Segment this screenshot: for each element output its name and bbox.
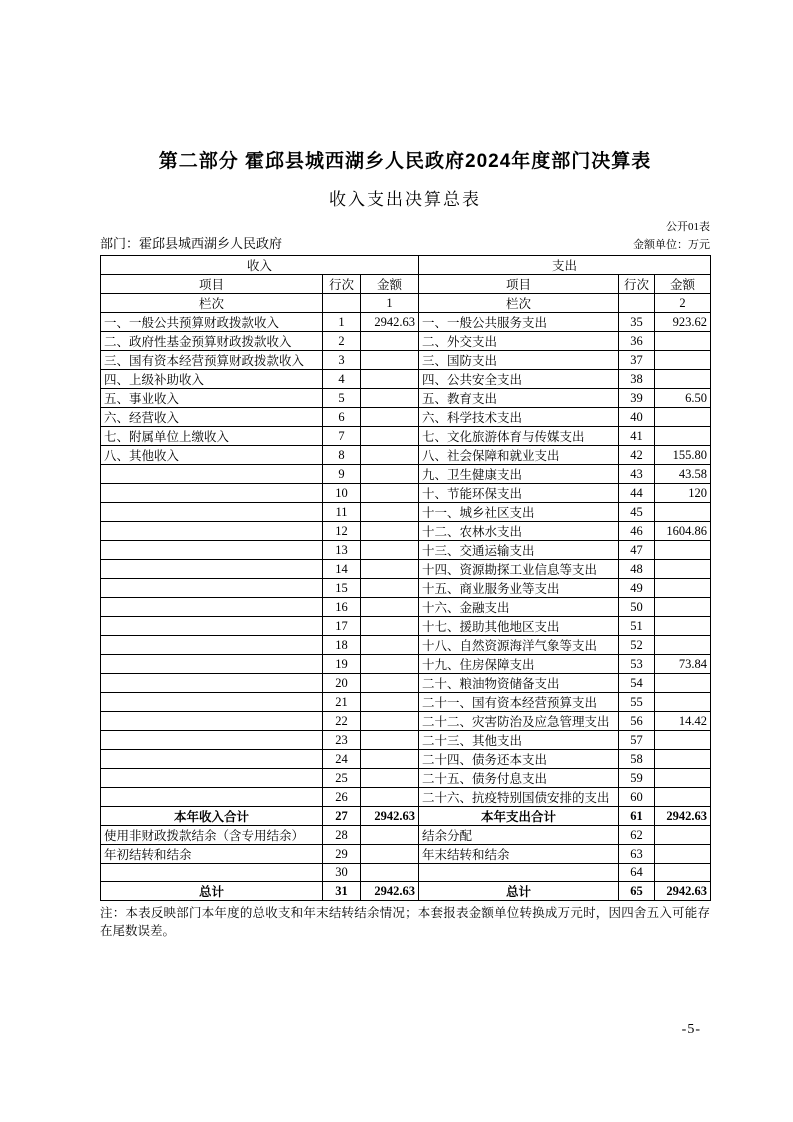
income-line-header: 行次: [323, 275, 361, 294]
expense-item-cell: 十八、自然资源海洋气象等支出: [419, 636, 619, 655]
income-line-cell: 19: [323, 655, 361, 674]
expense-item-cell: 十四、资源勘探工业信息等支出: [419, 560, 619, 579]
expense-amount-cell: [655, 427, 711, 446]
expense-item-cell: 十一、城乡社区支出: [419, 503, 619, 522]
expense-amount-cell: 2942.63: [655, 807, 711, 826]
expense-line-cell: 63: [619, 845, 655, 864]
income-line-cell: 21: [323, 693, 361, 712]
income-item-cell: 八、其他收入: [101, 446, 323, 465]
table-row: [101, 332, 711, 351]
expense-line-cell: 50: [619, 598, 655, 617]
income-line-cell: 20: [323, 674, 361, 693]
table-row: [101, 769, 711, 788]
table-row: [101, 655, 711, 674]
income-line-cell: 15: [323, 579, 361, 598]
income-amount-cell: [361, 731, 419, 750]
table-row: [101, 750, 711, 769]
table-row: [101, 674, 711, 693]
income-item-cell: 二、政府性基金预算财政拨款收入: [101, 332, 323, 351]
income-item-cell: [101, 503, 323, 522]
table-row: [101, 465, 711, 484]
expense-line-cell: 47: [619, 541, 655, 560]
table-row: [101, 807, 711, 826]
income-line-cell: 6: [323, 408, 361, 427]
income-item-cell: 六、经营收入: [101, 408, 323, 427]
income-amount-cell: [361, 826, 419, 845]
expense-index-spacer: [619, 294, 655, 313]
income-item-cell: 本年收入合计: [101, 807, 323, 826]
table-row: [101, 636, 711, 655]
table-row: [101, 484, 711, 503]
income-line-cell: 9: [323, 465, 361, 484]
income-item-cell: [101, 750, 323, 769]
expense-item-cell: 四、公共安全支出: [419, 370, 619, 389]
income-amount-cell: [361, 750, 419, 769]
expense-amount-cell: [655, 579, 711, 598]
income-index-spacer: [323, 294, 361, 313]
expense-amount-cell: [655, 351, 711, 370]
income-item-cell: [101, 712, 323, 731]
income-line-cell: 24: [323, 750, 361, 769]
expense-item-cell: 二十四、债务还本支出: [419, 750, 619, 769]
table-row: [101, 351, 711, 370]
table-row: [101, 522, 711, 541]
table-row: [101, 408, 711, 427]
table-row: [101, 370, 711, 389]
table-row: [101, 864, 711, 882]
table-code: 公开01表: [666, 221, 710, 233]
expense-amount-cell: [655, 370, 711, 389]
expense-item-cell: 十三、交通运输支出: [419, 541, 619, 560]
budget-table-body: [101, 313, 711, 901]
income-amount-cell: [361, 408, 419, 427]
income-amount-cell: [361, 465, 419, 484]
income-amount-cell: [361, 864, 419, 882]
income-line-cell: 12: [323, 522, 361, 541]
expense-item-cell: 十七、援助其他地区支出: [419, 617, 619, 636]
table-row: [101, 693, 711, 712]
income-amount-cell: [361, 617, 419, 636]
table-row: [101, 617, 711, 636]
income-section-header: 收入: [101, 256, 419, 275]
expense-line-cell: 51: [619, 617, 655, 636]
expense-line-cell: 39: [619, 389, 655, 408]
expense-amount-cell: 43.58: [655, 465, 711, 484]
income-amount-cell: [361, 845, 419, 864]
expense-section-header: 支出: [419, 256, 711, 275]
expense-amount-header: 金额: [655, 275, 711, 294]
income-amount-cell: [361, 674, 419, 693]
income-amount-cell: [361, 788, 419, 807]
expense-line-cell: 44: [619, 484, 655, 503]
income-amount-header: 金额: [361, 275, 419, 294]
expense-amount-cell: 120: [655, 484, 711, 503]
income-item-cell: 三、国有资本经营预算财政拨款收入: [101, 351, 323, 370]
income-amount-cell: [361, 560, 419, 579]
income-item-cell: [101, 693, 323, 712]
expense-amount-cell: [655, 769, 711, 788]
income-line-cell: 8: [323, 446, 361, 465]
expense-line-cell: 61: [619, 807, 655, 826]
income-line-cell: 30: [323, 864, 361, 882]
income-amount-cell: [361, 693, 419, 712]
expense-amount-cell: [655, 503, 711, 522]
expense-amount-cell: [655, 617, 711, 636]
income-amount-cell: [361, 541, 419, 560]
expense-line-cell: 36: [619, 332, 655, 351]
expense-item-cell: 二、外交支出: [419, 332, 619, 351]
income-item-cell: 年初结转和结余: [101, 845, 323, 864]
expense-item-cell: 十九、住房保障支出: [419, 655, 619, 674]
income-line-cell: 26: [323, 788, 361, 807]
expense-amount-cell: [655, 674, 711, 693]
document-title: 第二部分 霍邱县城西湖乡人民政府2024年度部门决算表: [158, 151, 652, 172]
expense-amount-cell: 155.80: [655, 446, 711, 465]
income-item-cell: 总计: [101, 882, 323, 901]
income-item-cell: [101, 769, 323, 788]
income-item-cell: [101, 484, 323, 503]
income-line-cell: 29: [323, 845, 361, 864]
expense-item-cell: 二十二、灾害防治及应急管理支出: [419, 712, 619, 731]
expense-amount-cell: [655, 826, 711, 845]
income-line-cell: 7: [323, 427, 361, 446]
income-line-cell: 25: [323, 769, 361, 788]
expense-line-cell: 53: [619, 655, 655, 674]
expense-amount-cell: [655, 864, 711, 882]
expense-item-cell: 总计: [419, 882, 619, 901]
expense-amount-cell: [655, 541, 711, 560]
income-line-cell: 18: [323, 636, 361, 655]
expense-line-cell: 43: [619, 465, 655, 484]
expense-amount-cell: [655, 408, 711, 427]
income-item-header: 项目: [101, 275, 323, 294]
table-row: [101, 598, 711, 617]
expense-amount-cell: 923.62: [655, 313, 711, 332]
expense-item-cell: 十二、农林水支出: [419, 522, 619, 541]
expense-amount-cell: [655, 750, 711, 769]
expense-item-cell: 二十一、国有资本经营预算支出: [419, 693, 619, 712]
income-item-cell: [101, 731, 323, 750]
income-amount-cell: [361, 769, 419, 788]
expense-item-cell: 三、国防支出: [419, 351, 619, 370]
income-line-cell: 27: [323, 807, 361, 826]
expense-line-cell: 59: [619, 769, 655, 788]
table-row: [101, 503, 711, 522]
meta-line: [100, 233, 710, 252]
expense-item-cell: 七、文化旅游体育与传媒支出: [419, 427, 619, 446]
expense-line-cell: 60: [619, 788, 655, 807]
expense-item-cell: 九、卫生健康支出: [419, 465, 619, 484]
income-amount-cell: [361, 484, 419, 503]
income-line-cell: 3: [323, 351, 361, 370]
expense-amount-cell: [655, 731, 711, 750]
expense-item-cell: 本年支出合计: [419, 807, 619, 826]
income-amount-cell: 2942.63: [361, 807, 419, 826]
table-row: [101, 313, 711, 332]
expense-amount-cell: [655, 598, 711, 617]
expense-item-cell: 二十、粮油物资储备支出: [419, 674, 619, 693]
expense-item-cell: 年末结转和结余: [419, 845, 619, 864]
income-item-cell: [101, 579, 323, 598]
income-item-cell: [101, 560, 323, 579]
expense-item-cell: 八、社会保障和就业支出: [419, 446, 619, 465]
expense-line-cell: 49: [619, 579, 655, 598]
expense-amount-cell: [655, 788, 711, 807]
income-amount-cell: 2942.63: [361, 313, 419, 332]
income-line-cell: 13: [323, 541, 361, 560]
expense-index-label: 栏次: [419, 294, 619, 313]
income-item-cell: [101, 522, 323, 541]
table-row: [101, 579, 711, 598]
expense-line-cell: 40: [619, 408, 655, 427]
expense-amount-cell: [655, 332, 711, 351]
table-row: [101, 731, 711, 750]
income-line-cell: 11: [323, 503, 361, 522]
page-number: -5-: [681, 1022, 701, 1037]
footnote: 注：本表反映部门本年度的总收支和年末结转结余情况；本套报表金额单位转换成万元时，因四舍五入可能存在尾数误差。: [100, 906, 710, 939]
expense-item-cell: 二十三、其他支出: [419, 731, 619, 750]
expense-line-cell: 52: [619, 636, 655, 655]
income-line-cell: 16: [323, 598, 361, 617]
expense-item-cell: 五、教育支出: [419, 389, 619, 408]
income-amount-cell: [361, 579, 419, 598]
income-item-cell: 四、上级补助收入: [101, 370, 323, 389]
expense-line-cell: 46: [619, 522, 655, 541]
income-line-cell: 14: [323, 560, 361, 579]
income-amount-cell: [361, 712, 419, 731]
income-index-value: 1: [361, 294, 419, 313]
income-line-cell: 10: [323, 484, 361, 503]
expense-line-cell: 65: [619, 882, 655, 901]
expense-line-cell: 54: [619, 674, 655, 693]
table-row: [101, 826, 711, 845]
income-line-cell: 31: [323, 882, 361, 901]
document-subtitle: 收入支出决算总表: [329, 190, 481, 209]
table-row: [101, 389, 711, 408]
table-row: [101, 845, 711, 864]
income-amount-cell: 2942.63: [361, 882, 419, 901]
expense-line-cell: 45: [619, 503, 655, 522]
income-amount-cell: [361, 389, 419, 408]
expense-amount-cell: 6.50: [655, 389, 711, 408]
table-row: [101, 712, 711, 731]
income-line-cell: 23: [323, 731, 361, 750]
column-index-row: [101, 294, 711, 313]
expense-amount-cell: [655, 560, 711, 579]
expense-line-cell: 55: [619, 693, 655, 712]
income-item-cell: [101, 788, 323, 807]
income-item-cell: [101, 465, 323, 484]
expense-line-cell: 41: [619, 427, 655, 446]
expense-item-cell: 十六、金融支出: [419, 598, 619, 617]
expense-item-cell: 二十六、抗疫特别国债安排的支出: [419, 788, 619, 807]
department-label: 部门：霍邱县城西湖乡人民政府: [100, 236, 283, 251]
expense-line-cell: 35: [619, 313, 655, 332]
expense-line-cell: 56: [619, 712, 655, 731]
expense-item-cell: 二十五、债务付息支出: [419, 769, 619, 788]
expense-line-cell: 42: [619, 446, 655, 465]
income-item-cell: 五、事业收入: [101, 389, 323, 408]
income-item-cell: [101, 674, 323, 693]
income-amount-cell: [361, 636, 419, 655]
income-item-cell: [101, 864, 323, 882]
income-line-cell: 22: [323, 712, 361, 731]
table-row: [101, 427, 711, 446]
unit-label: 金额单位：万元: [633, 239, 710, 251]
expense-item-cell: 十、节能环保支出: [419, 484, 619, 503]
income-line-cell: 1: [323, 313, 361, 332]
income-item-cell: [101, 617, 323, 636]
income-amount-cell: [361, 427, 419, 446]
income-item-cell: 一、一般公共预算财政拨款收入: [101, 313, 323, 332]
table-row: [101, 541, 711, 560]
expense-item-cell: 结余分配: [419, 826, 619, 845]
income-item-cell: 七、附属单位上缴收入: [101, 427, 323, 446]
income-amount-cell: [361, 598, 419, 617]
expense-amount-cell: [655, 636, 711, 655]
document-page: [100, 146, 710, 940]
expense-item-cell: 六、科学技术支出: [419, 408, 619, 427]
expense-line-cell: 38: [619, 370, 655, 389]
expense-line-cell: 62: [619, 826, 655, 845]
income-index-label: 栏次: [101, 294, 323, 313]
income-item-cell: 使用非财政拨款结余（含专用结余）: [101, 826, 323, 845]
expense-amount-cell: 73.84: [655, 655, 711, 674]
expense-line-cell: 37: [619, 351, 655, 370]
income-item-cell: [101, 598, 323, 617]
income-amount-cell: [361, 522, 419, 541]
section-header-row: [101, 256, 711, 275]
table-row: [101, 446, 711, 465]
income-amount-cell: [361, 446, 419, 465]
expense-amount-cell: 14.42: [655, 712, 711, 731]
income-amount-cell: [361, 332, 419, 351]
column-header-row: [101, 275, 711, 294]
expense-line-cell: 58: [619, 750, 655, 769]
income-amount-cell: [361, 351, 419, 370]
expense-item-header: 项目: [419, 275, 619, 294]
expense-item-cell: 一、一般公共服务支出: [419, 313, 619, 332]
income-item-cell: [101, 655, 323, 674]
budget-table: [100, 255, 711, 901]
table-row: [101, 560, 711, 579]
expense-amount-cell: 1604.86: [655, 522, 711, 541]
expense-line-cell: 48: [619, 560, 655, 579]
income-amount-cell: [361, 370, 419, 389]
income-item-cell: [101, 636, 323, 655]
expense-line-cell: 64: [619, 864, 655, 882]
expense-item-cell: 十五、商业服务业等支出: [419, 579, 619, 598]
table-row: [101, 788, 711, 807]
expense-line-cell: 57: [619, 731, 655, 750]
income-item-cell: [101, 541, 323, 560]
income-line-cell: 5: [323, 389, 361, 408]
income-line-cell: 17: [323, 617, 361, 636]
expense-amount-cell: [655, 693, 711, 712]
table-row: [101, 882, 711, 901]
expense-index-value: 2: [655, 294, 711, 313]
income-line-cell: 2: [323, 332, 361, 351]
expense-item-cell: [419, 864, 619, 882]
income-amount-cell: [361, 503, 419, 522]
expense-amount-cell: 2942.63: [655, 882, 711, 901]
expense-line-header: 行次: [619, 275, 655, 294]
income-line-cell: 28: [323, 826, 361, 845]
income-amount-cell: [361, 655, 419, 674]
income-line-cell: 4: [323, 370, 361, 389]
expense-amount-cell: [655, 845, 711, 864]
